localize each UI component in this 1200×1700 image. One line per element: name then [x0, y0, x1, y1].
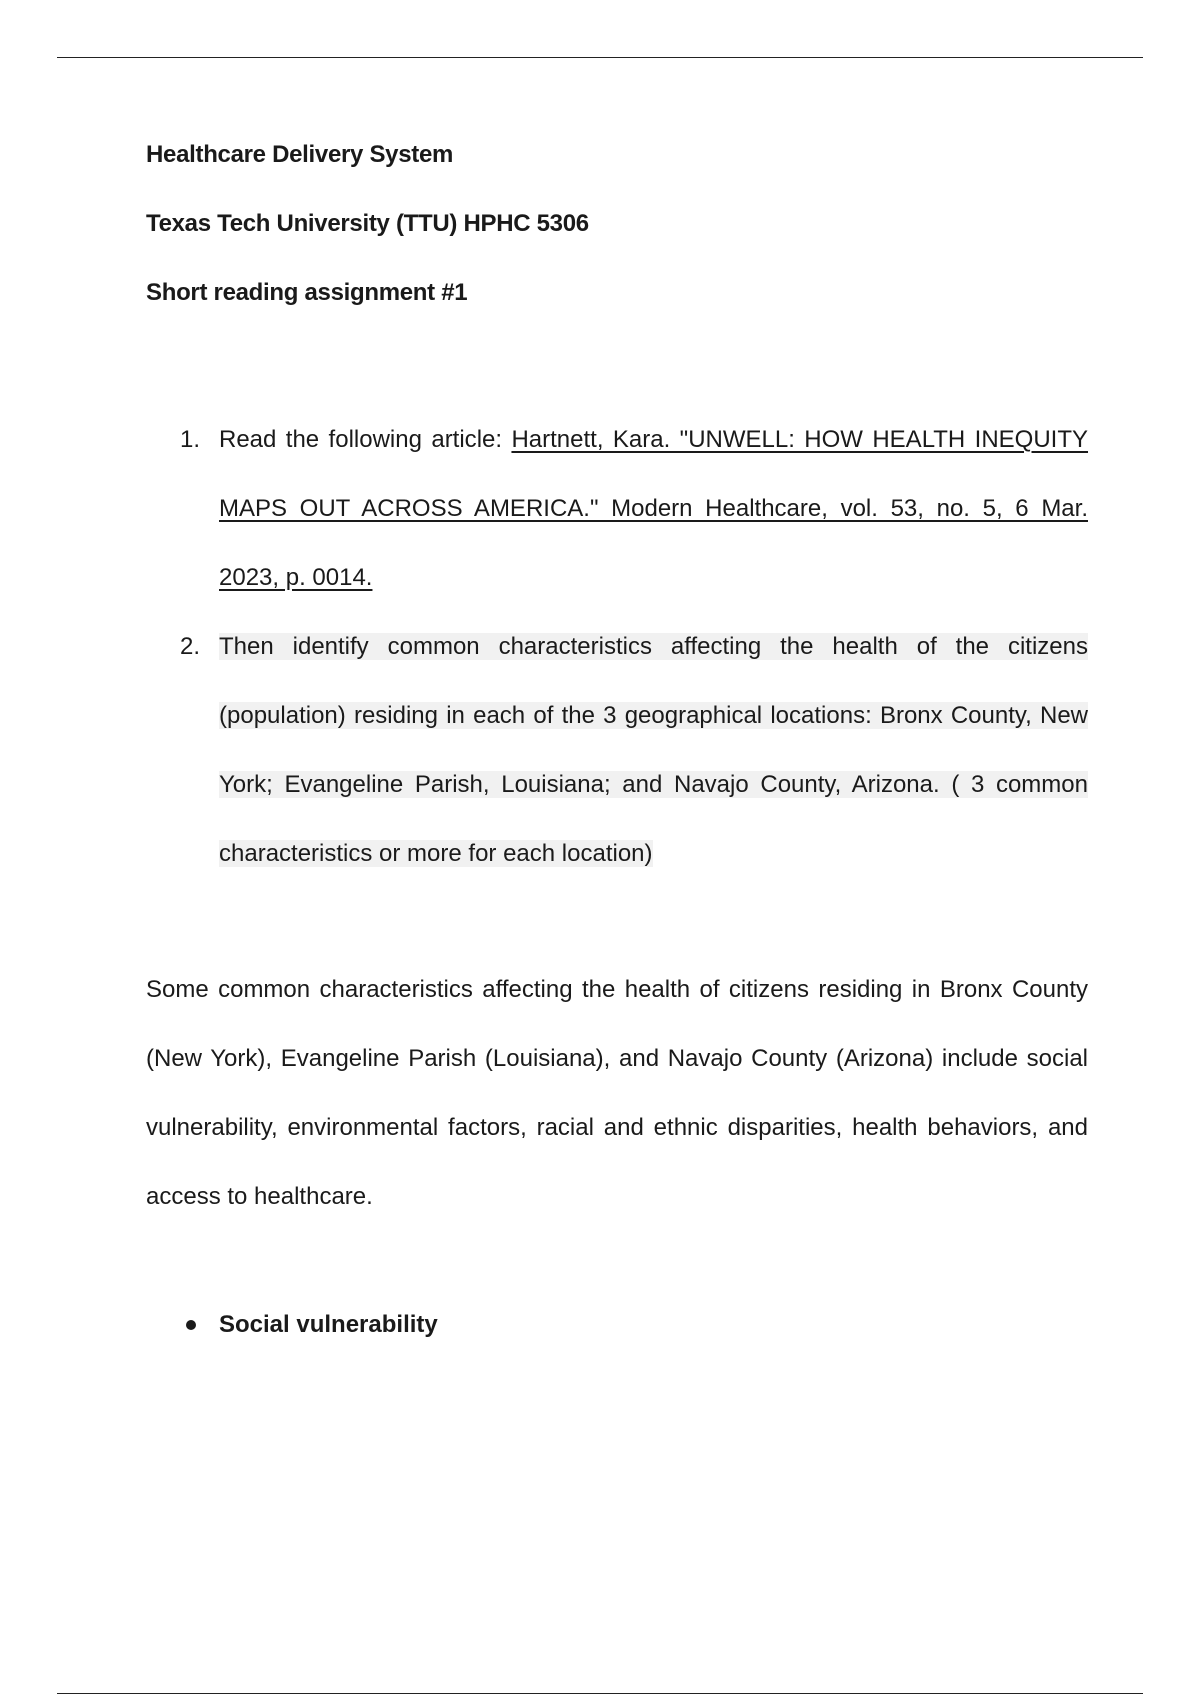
- instruction-prefix: Read the following article:: [219, 426, 512, 453]
- top-divider: [57, 57, 1143, 58]
- bullet-list: [146, 1305, 1088, 1345]
- instruction-list: [146, 405, 1088, 888]
- list-item: [146, 1305, 1088, 1345]
- assignment-name: Short reading assignment #1: [146, 279, 468, 306]
- document-header: [146, 140, 1088, 347]
- bullet-label: Social vulnerability: [219, 1311, 438, 1338]
- bottom-divider: [57, 1693, 1143, 1694]
- document-title: Healthcare Delivery System: [146, 141, 454, 168]
- article-citation: Hartnett, Kara. "UNWELL: HOW HEALTH INEQUITY MAPS OUT ACROSS AMERICA." Modern Healthcare, vol. 53, no. 5, 6 Mar. 2023, p. 0014.: [219, 426, 1089, 591]
- list-number: 1.: [180, 426, 201, 453]
- summary-paragraph: Some common characteristics affecting the health of citizens residing in Bronx County (New York), Evangeline Parish (Louisiana), and Navajo County (Arizona) include social vulnerability, environmental factors, racial and ethnic disparities, health behaviors, and access to healthcare.: [146, 976, 1088, 1210]
- course-name: Texas Tech University (TTU) HPHC 5306: [146, 210, 589, 237]
- bullet-icon: [186, 1320, 196, 1330]
- instruction-text: Then identify common characteristics affecting the health of the citizens (population) residing in each of the 3 geographical locations: Bronx County, New York; Evangeline Parish, Louisiana; and Navajo County, Arizona. ( 3 common characteristics or more for each location): [219, 633, 1088, 867]
- list-item: [146, 405, 1088, 612]
- list-number: 2.: [180, 633, 201, 660]
- list-item: [146, 612, 1088, 888]
